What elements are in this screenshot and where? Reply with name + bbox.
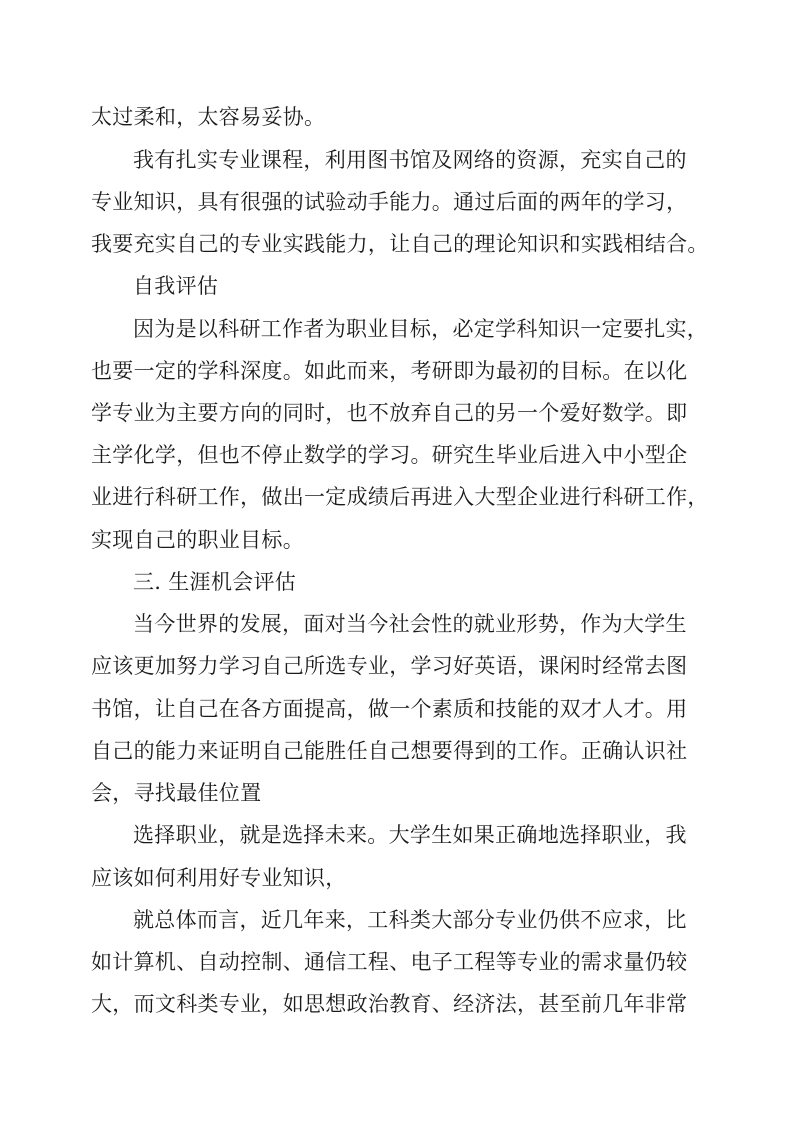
text-line: 如计算机、自动控制、通信工程、电子工程等专业的需求量仍较: [91, 950, 688, 974]
text-line: 自己的能力来证明自己能胜任自己想要得到的工作。正确认识社: [91, 739, 688, 763]
text-line: 应该如何利用好专业知识，: [91, 866, 347, 890]
text-line: 专业知识，具有很强的试验动手能力。通过后面的两年的学习，: [91, 190, 688, 214]
text-line: 书馆，让自己在各方面提高，做一个素质和技能的双才人才。用: [91, 697, 688, 721]
text-line: 我有扎实专业课程，利用图书馆及网络的资源，充实自己的: [133, 148, 687, 172]
text-line: 当今世界的发展，面对当今社会性的就业形势，作为大学生: [133, 612, 687, 636]
section-heading: 自我评估: [133, 274, 219, 298]
text-line: 会，寻找最佳位置: [91, 781, 262, 805]
text-line: 就总体而言，近几年来，工科类大部分专业仍供不应求，比: [133, 908, 687, 932]
text-line: 应该更加努力学习自己所选专业，学习好英语，课闲时经常去图: [91, 654, 688, 678]
text-line: 主学化学，但也不停止数学的学习。研究生毕业后进入中小型企: [91, 443, 688, 467]
text-line: 实现自己的职业目标。: [91, 528, 304, 552]
text-line: 选择职业，就是选择未来。大学生如果正确地选择职业，我: [133, 823, 687, 847]
section-heading: 三. 生涯机会评估: [133, 570, 297, 594]
text-line: 我要充实自己的专业实践能力，让自己的理论知识和实践相结合。: [91, 232, 709, 256]
text-line: 业进行科研工作，做出一定成绩后再进入大型企业进行科研工作，: [91, 485, 709, 509]
text-line: 太过柔和，太容易妥协。: [91, 105, 326, 129]
text-line: 学专业为主要方向的同时，也不放弃自己的另一个爱好数学。即: [91, 401, 688, 425]
text-line: 大，而文科类专业，如思想政治教育、经济法，甚至前几年非常: [91, 992, 688, 1016]
text-line: 也要一定的学科深度。如此而来，考研即为最初的目标。在以化: [91, 359, 688, 383]
text-line: 因为是以科研工作者为职业目标，必定学科知识一定要扎实，: [133, 317, 709, 341]
